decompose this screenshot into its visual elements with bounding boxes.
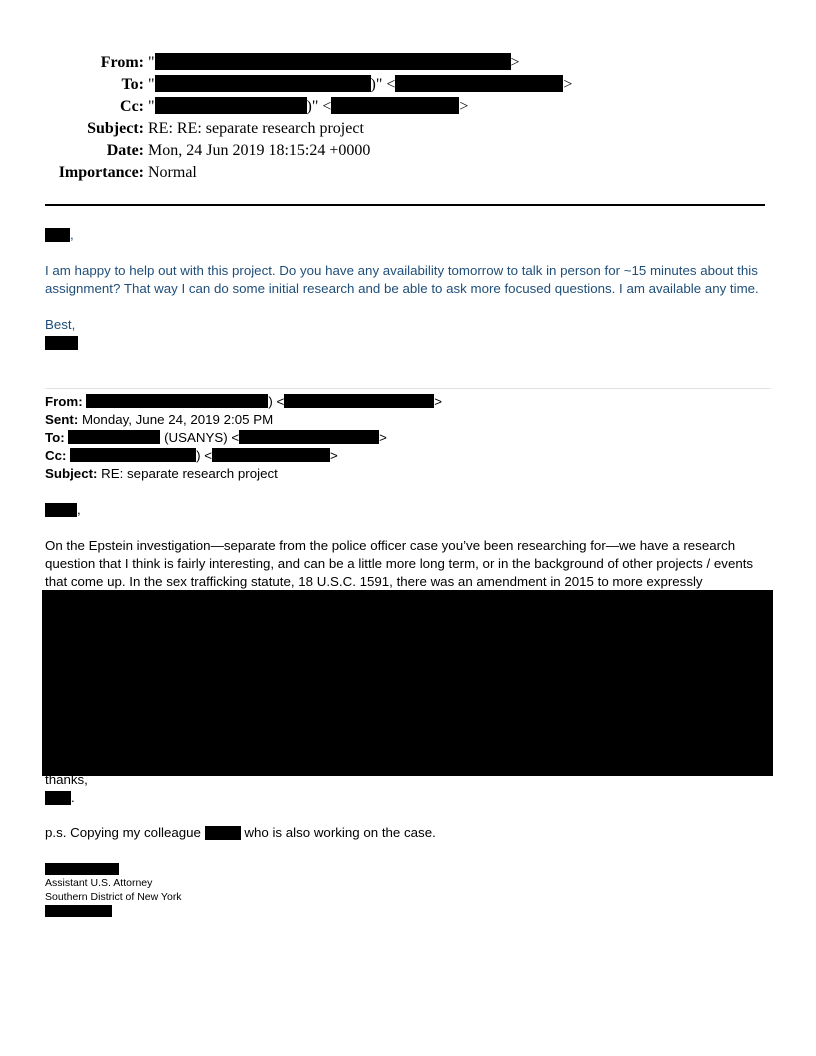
header-date-value: Mon, 24 Jun 2019 18:15:24 +0000: [148, 142, 371, 159]
redaction-block: [284, 394, 434, 408]
message-separator: [45, 388, 771, 389]
redaction-block: [70, 448, 196, 462]
fwd-closing-signature: .: [45, 789, 88, 807]
redaction-block: [45, 503, 77, 517]
header-importance-value: Normal: [148, 164, 197, 181]
fwd-greeting: ,: [45, 501, 771, 519]
fwd-subject-row: [45, 465, 771, 483]
redaction-block: [68, 430, 160, 444]
fwd-sent-row: [45, 411, 771, 429]
fwd-cc-label: Cc:: [45, 448, 67, 463]
email-header: [0, 52, 816, 184]
fwd-closing-text: thanks,: [45, 772, 88, 787]
email-signature: [45, 862, 182, 918]
fwd-subject-label: Subject:: [45, 466, 98, 481]
fwd-sent-value: Monday, June 24, 2019 2:05 PM: [81, 412, 274, 427]
reply-body: [45, 226, 765, 352]
redaction-block: [155, 75, 371, 92]
redaction-block: [45, 228, 70, 242]
forwarded-body: [45, 501, 771, 591]
redaction-block: [45, 336, 78, 350]
redaction-block: [155, 97, 307, 114]
redaction-block: [331, 97, 459, 114]
signature-title: Assistant U.S. Attorney: [45, 877, 153, 889]
header-to-label: To:: [121, 76, 144, 93]
redaction-block: [155, 53, 511, 70]
reply-message: I am happy to help out with this project. Do you have any availability tomorrow to talk in person for ~15 minutes about this assignment? That way I can do some initial research and be able to ask more focused questions. I am available any time.: [45, 263, 759, 296]
header-date-row: [0, 140, 816, 162]
fwd-to-label: To:: [45, 430, 65, 445]
reply-greeting: ,: [45, 226, 765, 244]
redaction-block: [45, 905, 112, 917]
redaction-block: [45, 863, 119, 875]
postscript: [45, 824, 436, 842]
fwd-from-row: From: ) < >: [45, 394, 443, 409]
redaction-block: [205, 826, 241, 840]
header-subject-value: RE: RE: separate research project: [148, 120, 364, 137]
fwd-to-org: (USANYS): [164, 430, 228, 445]
header-subject-label: Subject:: [87, 120, 144, 137]
fwd-subject-value: RE: separate research project: [101, 466, 278, 481]
header-importance-label: Importance:: [58, 164, 144, 181]
ps-text-after: who is also working on the case.: [244, 825, 436, 840]
redaction-block: [86, 394, 268, 408]
header-importance-row: [0, 162, 816, 184]
large-redaction-block: [42, 590, 773, 776]
redaction-block: [239, 430, 379, 444]
fwd-sent-label: Sent:: [45, 412, 79, 427]
header-from-row: From: " >: [0, 52, 816, 74]
header-divider: [45, 204, 765, 206]
header-from-label: From:: [100, 54, 144, 71]
redaction-block: [45, 791, 71, 805]
header-cc-label: Cc:: [120, 98, 144, 115]
fwd-to-row: To: (USANYS) < >: [45, 430, 387, 445]
ps-text-before: p.s. Copying my colleague: [45, 825, 201, 840]
header-subject-row: [0, 118, 816, 140]
redaction-block: [212, 448, 330, 462]
signature-office: Southern District of New York: [45, 891, 182, 903]
reply-signature: [45, 334, 765, 352]
fwd-cc-row: Cc: ) < >: [45, 448, 338, 463]
fwd-body-text: On the Epstein investigation—separate from the police officer case you’ve been researching for—we have a research question that I think is fairly interesting, and can be a little more long term, or in the background of other projects / events that come up. In the sex trafficking statute, 18 U.S.C. 1591, there was an amendment in 2015 to more expressly: [45, 538, 754, 589]
header-cc-row: Cc: " )" < >: [0, 96, 816, 118]
header-date-label: Date:: [106, 142, 144, 159]
fwd-from-label: From:: [45, 394, 83, 409]
forwarded-header: [45, 393, 771, 483]
redaction-block: [395, 75, 563, 92]
header-to-row: To: " )" < >: [0, 74, 816, 96]
fwd-closing: [45, 771, 88, 807]
reply-signoff: Best,: [45, 317, 76, 332]
